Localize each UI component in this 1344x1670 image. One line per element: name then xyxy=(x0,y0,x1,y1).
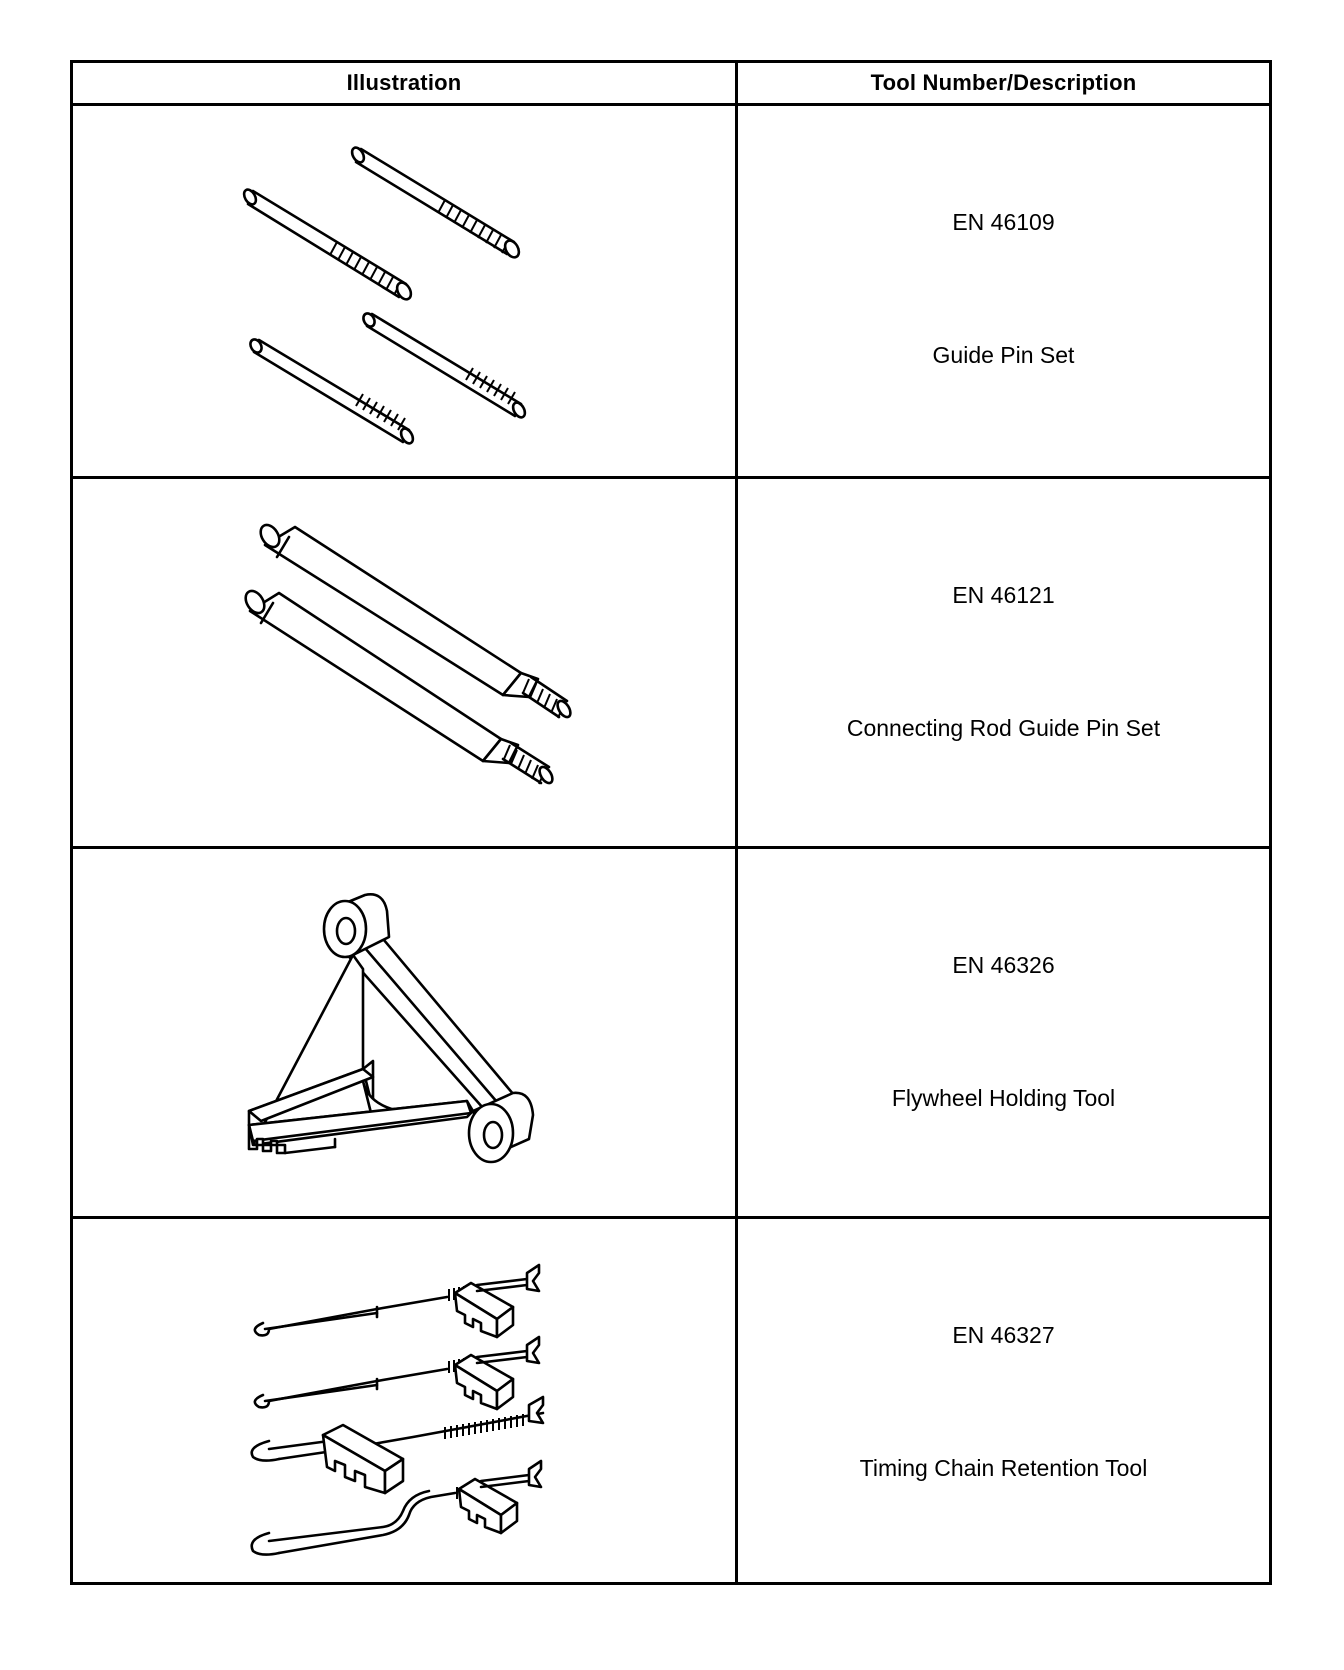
tool-description: Timing Chain Retention Tool xyxy=(859,1455,1148,1481)
illustration-cell xyxy=(73,479,735,846)
tool-table xyxy=(70,60,1272,1585)
tool-number: EN 46109 xyxy=(952,209,1055,235)
table-row xyxy=(73,106,1269,476)
table-row xyxy=(73,479,1269,846)
timing-chain-retention-tool-illustration xyxy=(73,1219,735,1582)
illustration-cell xyxy=(73,1219,735,1582)
header-tool-number-description: Tool Number/Description xyxy=(870,70,1137,95)
illustration-cell xyxy=(73,106,735,476)
tool-description: Connecting Rod Guide Pin Set xyxy=(846,715,1161,741)
table-row xyxy=(73,1219,1269,1582)
guide-pin-set-illustration xyxy=(73,106,735,476)
table-row xyxy=(73,849,1269,1216)
tool-number: EN 46326 xyxy=(952,952,1055,978)
description-cell xyxy=(738,479,1269,846)
tool-number: EN 46121 xyxy=(952,582,1055,608)
illustration-cell xyxy=(73,849,735,1216)
description-cell xyxy=(738,106,1269,476)
tool-description: Guide Pin Set xyxy=(932,342,1075,368)
header-illustration: Illustration xyxy=(346,70,462,95)
table-header-row xyxy=(73,63,1269,106)
connecting-rod-guide-pin-set-illustration xyxy=(73,479,735,846)
flywheel-holding-tool-illustration xyxy=(73,849,735,1216)
tool-description: Flywheel Holding Tool xyxy=(891,1085,1116,1111)
description-cell xyxy=(738,1219,1269,1582)
description-cell xyxy=(738,849,1269,1216)
tool-number: EN 46327 xyxy=(952,1322,1055,1348)
